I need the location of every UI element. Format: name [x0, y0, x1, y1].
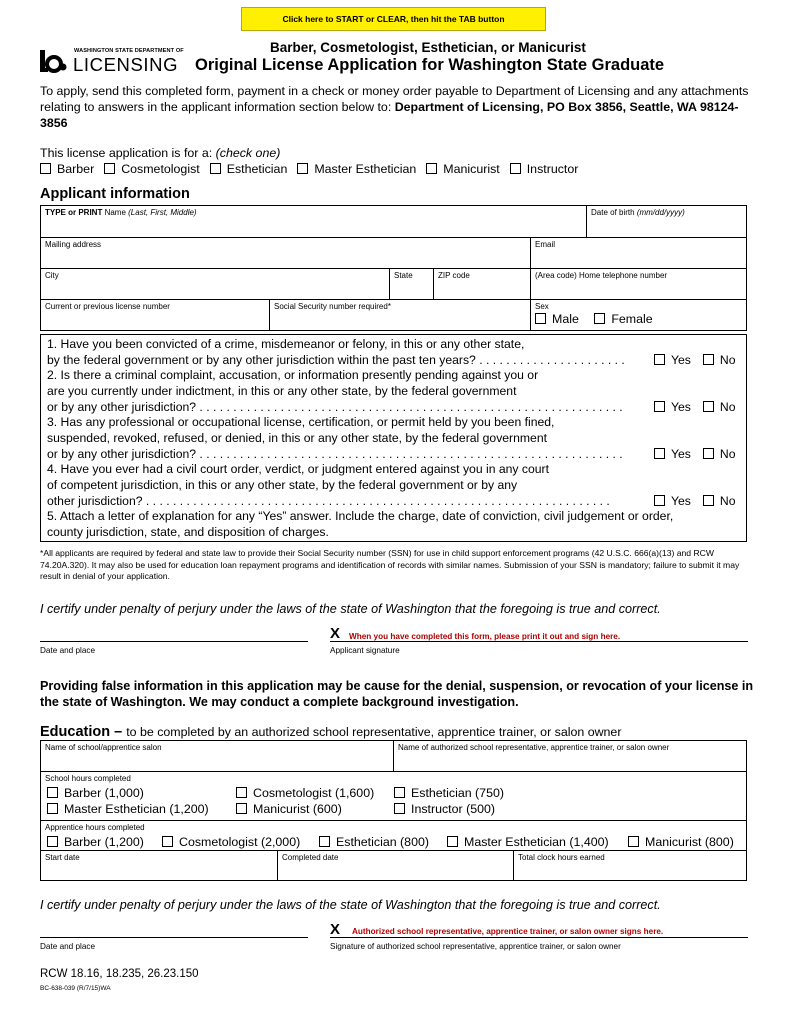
rep-certify: I certify under penalty of perjury under the laws of the state of Washington that the foregoing is true and correct. [40, 898, 661, 912]
option-label: Esthetician (750) [411, 786, 504, 800]
checkbox[interactable] [654, 401, 665, 412]
option-label: Barber (1,000) [64, 786, 144, 800]
q4-yes[interactable] [654, 494, 691, 508]
question-1 [47, 337, 625, 369]
checkbox[interactable] [297, 163, 308, 174]
yes-label: Yes [671, 353, 691, 367]
option-label: Cosmetologist [121, 162, 200, 176]
applicant-sign-note: When you have completed this form, please print it out and sign here. [349, 632, 621, 641]
question-3 [47, 415, 623, 462]
rep-name-label: Name of authorized school representative, apprentice trainer, or salon owner [398, 743, 670, 752]
checkbox[interactable] [40, 163, 51, 174]
mailing-label: Mailing address [45, 240, 102, 249]
checkbox[interactable] [394, 803, 405, 814]
option-label: Cosmetologist (2,000) [179, 835, 301, 849]
apprentice-hours-manicurist[interactable] [628, 835, 734, 849]
form-title-line1: Barber, Cosmetologist, Esthetician, or Manicurist [270, 40, 586, 55]
ssn-label: Social Security number required* [274, 302, 391, 311]
checkbox[interactable] [426, 163, 437, 174]
sex-option-male[interactable] [535, 312, 579, 326]
footer-form-id: BC-638-039 (R/7/15)WA [40, 985, 111, 992]
apprentice-hours-cosmetologist[interactable] [162, 835, 300, 849]
question-2 [47, 368, 623, 415]
license-option-master-esthetician[interactable] [297, 162, 416, 176]
q2-yes[interactable] [654, 400, 691, 414]
email-field[interactable] [531, 238, 747, 269]
question-line: of competent jurisdiction, in this or any other state, by the federal government or by any [47, 477, 518, 492]
question-line: by the federal government or by any other jurisdiction within the past ten years? . . . . . . . . . . . . . . . . . . . . . . [47, 352, 625, 367]
question-line: other jurisdiction? . . . . . . . . . . . . . . . . . . . . . . . . . . . . . . . . . . . . . . . . . . . . . . . . . . . . . . . . . . . . . . . . . . . . . [47, 493, 610, 508]
email-label: Email [535, 240, 556, 249]
footer-rcw: RCW 18.16, 18.235, 26.23.150 [40, 968, 199, 980]
question-line: suspended, revoked, refused, or denied, in this or any other state, by the federal government [47, 430, 547, 445]
phone-label: (Area code) Home telephone number [535, 271, 668, 280]
license-option-barber[interactable] [40, 162, 94, 176]
dol-logo [38, 46, 188, 76]
dob-label [591, 208, 685, 217]
zip-field[interactable] [434, 269, 531, 300]
rep-name-field[interactable] [394, 741, 747, 772]
checkbox[interactable] [703, 354, 714, 365]
sex-options [535, 312, 743, 326]
name-label [45, 208, 197, 217]
option-label: Master Esthetician (1,200) [64, 802, 209, 816]
false-info-warning: Providing false information in this application may be cause for the denial, suspension, or revocation of your license in the state of Washington. We may conduct a complete background investigation. [40, 679, 754, 709]
ssn-field[interactable] [270, 300, 531, 331]
question-line: are you currently under indictment, in this or any other state, by the federal government [47, 383, 517, 398]
checkbox[interactable] [47, 787, 58, 798]
sex-label: Sex [535, 302, 549, 311]
total-hours-label: Total clock hours earned [518, 853, 605, 862]
option-label: Instructor (500) [411, 802, 496, 816]
sex-option-female[interactable] [594, 312, 652, 326]
q2-answer [654, 400, 735, 414]
rep-sign-note: Authorized school representative, apprentice trainer, or salon owner signs here. [352, 927, 664, 936]
question-line: county jurisdiction, state, and disposition of charges. [47, 524, 329, 539]
apprentice-hours-esthetician[interactable] [319, 835, 429, 849]
name-label-text: Name [102, 208, 129, 217]
school-hours-manicurist[interactable] [236, 802, 342, 816]
dob-field[interactable] [587, 206, 747, 238]
city-field[interactable] [41, 269, 390, 300]
option-label: Cosmetologist (1,600) [253, 786, 375, 800]
option-label: Manicurist (800) [645, 835, 734, 849]
education-dash: – [110, 724, 127, 740]
dol-logo-mark-icon [38, 48, 68, 74]
no-label: No [719, 494, 736, 508]
q4-no[interactable] [703, 494, 736, 508]
license-option-cosmetologist[interactable] [104, 162, 200, 176]
applicant-certify: I certify under penalty of perjury under the laws of the state of Washington that the foregoing is true and correct. [40, 602, 661, 616]
apprentice-hours-label: Apprentice hours completed [45, 823, 145, 832]
license-option-manicurist[interactable] [426, 162, 499, 176]
intro-paragraph [40, 83, 760, 131]
sex-field [531, 300, 747, 331]
option-label: Male [552, 312, 579, 326]
option-label: Esthetician [226, 162, 288, 176]
x-mark-icon: X [330, 921, 341, 938]
checkbox[interactable] [654, 448, 665, 459]
option-label: Esthetician (800) [336, 835, 429, 849]
x-mark-icon: X [330, 625, 341, 642]
phone-field[interactable] [531, 269, 747, 300]
question-line: or by any other jurisdiction? . . . . . . . . . . . . . . . . . . . . . . . . . . . . . . . . . . . . . . . . . . . . . . . . . . . . . . . . . . . . . . . [47, 446, 623, 461]
license-type-prompt-text: This license application is for a: [40, 146, 216, 160]
checkbox[interactable] [394, 787, 405, 798]
checkbox[interactable] [594, 313, 605, 324]
applicant-heading: Applicant information [40, 186, 190, 202]
checkbox[interactable] [236, 803, 247, 814]
city-label: City [45, 271, 59, 280]
applicant-signature-line[interactable] [330, 641, 748, 642]
checkbox[interactable] [628, 836, 639, 847]
q4-answer [654, 494, 735, 508]
applicant-signature-label: Applicant signature [330, 646, 400, 655]
logo-agency-name: LICENSING [73, 54, 179, 75]
checkbox[interactable] [236, 787, 247, 798]
checkbox[interactable] [535, 313, 546, 324]
total-hours-field[interactable] [514, 851, 747, 881]
checkbox[interactable] [104, 163, 115, 174]
completed-date-field[interactable] [278, 851, 514, 881]
checkbox[interactable] [703, 448, 714, 459]
option-label: Manicurist [443, 162, 500, 176]
question-line: 5. Attach a letter of explanation for any “Yes” answer. Include the charge, date of conviction, civil judgement or order, [47, 509, 674, 523]
license-number-field[interactable] [41, 300, 270, 331]
rep-signature-label: Signature of authorized school representative, apprentice trainer, or salon owner [330, 942, 621, 951]
ssn-note: *All applicants are required by federal and state law to provide their Social Security number (SSN) for use in child support enforcement programs (42 U.S.C. 666(a)(13) and RCW 74.20A.320). It may also be used for education loan repayment programs and identification of records with similar names. Submission of your SSN is mandatory; failure to submit it may result in denial of your application. [40, 548, 740, 581]
education-heading [40, 723, 621, 741]
school-hours-barber[interactable] [47, 786, 144, 800]
q3-no[interactable] [703, 447, 736, 461]
rep-date-place-label: Date and place [40, 942, 96, 951]
school-hours-master-esthetician[interactable] [47, 802, 209, 816]
applicant-date-place-line[interactable] [40, 641, 308, 642]
education-title: Education [40, 724, 111, 740]
no-label: No [719, 353, 736, 367]
question-line: or by any other jurisdiction? . . . . . . . . . . . . . . . . . . . . . . . . . . . . . . . . . . . . . . . . . . . . . . . . . . . . . . . . . . . . . . . [47, 399, 623, 414]
license-type-prompt [40, 146, 280, 160]
name-label-bold: TYPE or PRINT [45, 208, 103, 217]
q1-no[interactable] [703, 353, 736, 367]
license-option-instructor[interactable] [510, 162, 579, 176]
checkbox[interactable] [654, 495, 665, 506]
apprentice-hours-master-esthetician[interactable] [447, 835, 609, 849]
intro-text: To apply, send this completed form, payment in a check or money order payable to Department of Licensing and any attachments relating to answers in the applicant information section below to: [40, 84, 749, 114]
start-clear-button[interactable]: Click here to START or CLEAR, then hit the TAB button [241, 7, 546, 31]
state-field[interactable] [390, 269, 434, 300]
checkbox[interactable] [162, 836, 173, 847]
question-4 [47, 462, 610, 509]
checkbox[interactable] [47, 836, 58, 847]
question-line: 1. Have you been convicted of a crime, misdemeanor or felony, in this or any other state, [47, 337, 525, 351]
license-type-hint: (check one) [215, 146, 281, 160]
checkbox[interactable] [447, 836, 458, 847]
dob-hint: (mm/dd/yyyy) [636, 208, 685, 217]
yes-label: Yes [671, 447, 691, 461]
q2-no[interactable] [703, 400, 736, 414]
applicant-table [40, 205, 747, 331]
checkbox[interactable] [47, 803, 58, 814]
q1-yes[interactable] [654, 353, 691, 367]
no-label: No [719, 400, 736, 414]
school-hours-esthetician[interactable] [394, 786, 504, 800]
school-hours-instructor[interactable] [394, 802, 495, 816]
state-label: State [394, 271, 413, 280]
q1-answer [654, 353, 735, 367]
checkbox[interactable] [319, 836, 330, 847]
question-line: 4. Have you ever had a civil court order, verdict, or judgment entered against you in any court [47, 462, 549, 476]
option-label: Female [611, 312, 653, 326]
education-subtitle: to be completed by an authorized school representative, apprentice trainer, or salon owner [126, 725, 622, 739]
name-hint: (Last, First, Middle) [128, 208, 197, 217]
yes-label: Yes [671, 494, 691, 508]
mailing-address-field[interactable] [41, 238, 531, 269]
license-number-label: Current or previous license number [45, 302, 170, 311]
school-name-field[interactable] [41, 741, 394, 772]
zip-label: ZIP code [438, 271, 470, 280]
license-type-options [40, 162, 588, 176]
rep-signature-line[interactable] [330, 937, 748, 938]
completed-date-label: Completed date [282, 853, 339, 862]
question-line: 3. Has any professional or occupational license, certification, or permit held by you been fined, [47, 415, 555, 429]
school-hours-label: School hours completed [45, 774, 131, 783]
dob-label-text: Date of birth [591, 208, 637, 217]
no-label: No [719, 447, 736, 461]
name-field[interactable] [41, 206, 587, 238]
option-label: Barber [57, 162, 95, 176]
option-label: Manicurist (600) [253, 802, 342, 816]
checkbox[interactable] [703, 401, 714, 412]
school-hours-cosmetologist[interactable] [236, 786, 374, 800]
checkbox[interactable] [510, 163, 521, 174]
start-date-field[interactable] [41, 851, 278, 881]
question-5 [47, 509, 673, 541]
license-option-esthetician[interactable] [210, 162, 288, 176]
question-line: 2. Is there a criminal complaint, accusation, or information presently pending against you or [47, 368, 539, 382]
option-label: Master Esthetician [314, 162, 417, 176]
apprentice-hours-barber[interactable] [47, 835, 144, 849]
q3-answer [654, 447, 735, 461]
checkbox[interactable] [703, 495, 714, 506]
option-label: Instructor [526, 162, 579, 176]
form-title-line2: Original License Application for Washington State Graduate [195, 56, 665, 74]
logo-agency-line: WASHINGTON STATE DEPARTMENT OF [74, 48, 184, 54]
applicant-date-place-label: Date and place [40, 646, 96, 655]
rep-date-place-line[interactable] [40, 937, 308, 938]
option-label: Barber (1,200) [64, 835, 144, 849]
start-date-label: Start date [45, 853, 80, 862]
intro-address: Department of Licensing, PO Box 3856, Seattle, WA 98124-3856 [40, 100, 739, 130]
checkbox[interactable] [654, 354, 665, 365]
school-name-label: Name of school/apprentice salon [45, 743, 162, 752]
yes-label: Yes [671, 400, 691, 414]
checkbox[interactable] [210, 163, 221, 174]
option-label: Master Esthetician (1,400) [464, 835, 609, 849]
q3-yes[interactable] [654, 447, 691, 461]
